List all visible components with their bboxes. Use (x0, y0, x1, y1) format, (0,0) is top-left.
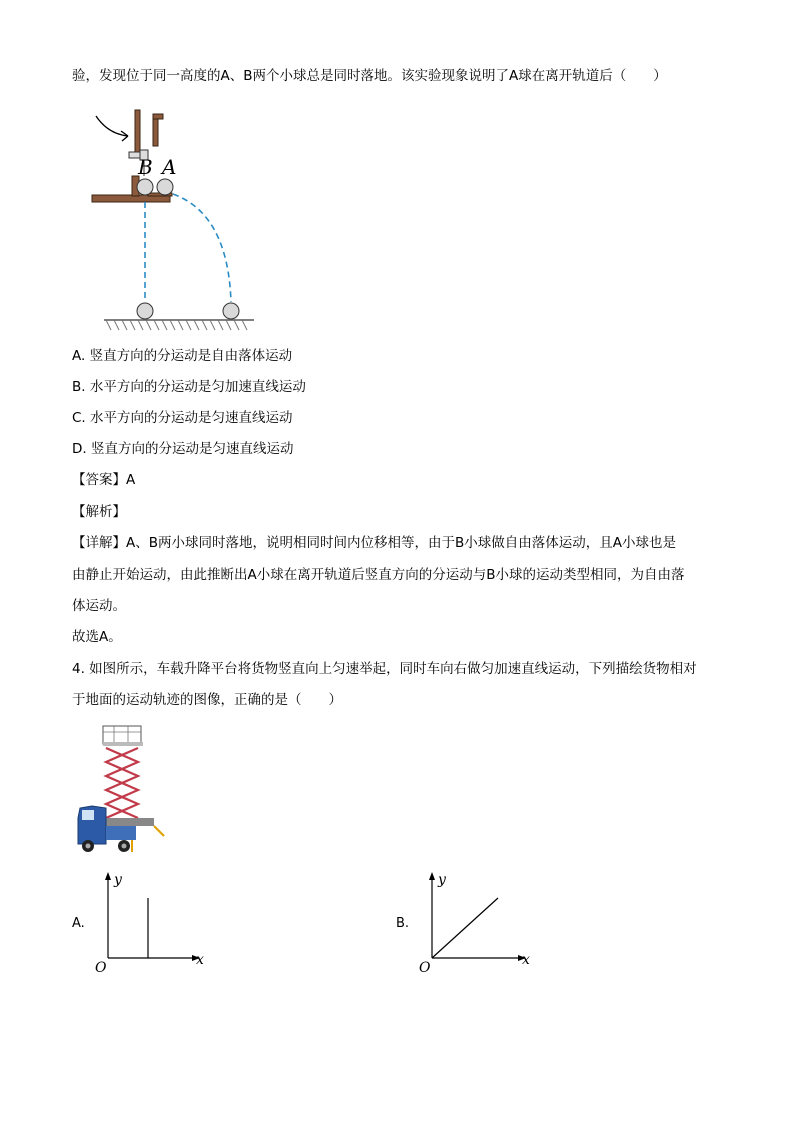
choice-b-x-label: x (522, 952, 530, 968)
choice-a-origin: O (95, 960, 107, 976)
analysis-heading: 【解析】 (72, 504, 126, 520)
answer: 【答案】A (72, 472, 136, 488)
option-c: C. 水平方向的分运动是匀速直线运动 (72, 410, 293, 426)
choice-a-y-label: y (114, 872, 122, 888)
choice-a-x-label: x (196, 952, 204, 968)
ball-b (137, 179, 153, 195)
detail-line-2: 由静止开始运动，由此推断出A小球在离开轨道后竖直方向的分运动与B小球的运动类型相同，为自由落 (72, 567, 685, 583)
q3-stem-tail: 验，发现位于同一高度的A、B两个小球总是同时落地。该实验现象说明了A球在离开轨道后（ ） (72, 68, 667, 84)
choice-a-graph (90, 868, 210, 976)
choice-a-letter: A. (72, 916, 85, 931)
ball-drop-apparatus-figure (88, 104, 263, 336)
option-a: A. 竖直方向的分运动是自由落体运动 (72, 348, 293, 364)
detail-line-1: 【详解】A、B两小球同时落地，说明相同时间内位移相等，由于B小球做自由落体运动，且A小球也是 (72, 535, 676, 551)
label-b: B (138, 155, 153, 179)
ball-a-trajectory (173, 194, 231, 302)
ball-a (157, 179, 173, 195)
choice-b-origin: O (419, 960, 431, 976)
label-a: A (162, 155, 177, 179)
choice-b-trajectory (432, 898, 498, 958)
conclusion: 故选A。 (72, 629, 122, 645)
scissor-lift-truck-figure (76, 722, 166, 854)
option-d: D. 竖直方向的分运动是匀速直线运动 (72, 441, 294, 457)
choice-b-y-label: y (438, 872, 446, 888)
choice-b-graph (414, 868, 538, 976)
detail-line-3: 体运动。 (72, 598, 126, 614)
q4-stem-line-1: 4. 如图所示，车载升降平台将货物竖直向上匀速举起，同时车向右做匀加速直线运动，下列描绘货物相对 (72, 661, 697, 677)
option-b: B. 水平方向的分运动是匀加速直线运动 (72, 379, 306, 395)
q4-stem-line-2: 于地面的运动轨迹的图像，正确的是（ ） (72, 692, 342, 708)
choice-b-letter: B. (396, 916, 410, 931)
